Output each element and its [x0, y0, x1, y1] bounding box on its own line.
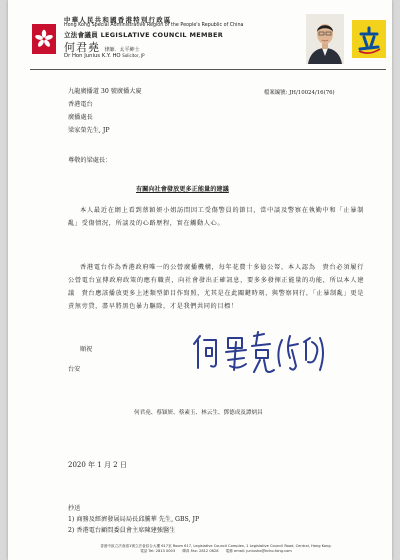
- letterhead-role: 立法會議員 LEGISLATIVE COUNCIL MEMBER: [64, 31, 224, 39]
- body-paragraph: 本人最近在網上看到蔡穎妍小姐訪問因工受傷警員的節目，當中談及警察在執勤中和「止暴制亂」受傷情況，所談及的心路歷程，實在觸動人心。: [68, 207, 364, 227]
- letter-date: 2020 年 1 月 2 日: [68, 461, 127, 469]
- cc-item: 1) 商務及經濟發展局局長邱騰華 先生, GBS, JP: [68, 516, 200, 523]
- cc-item: 2) 香港電台顧問委員會主席陳建強醫生: [68, 527, 176, 534]
- file-reference: 檔案編號: JH/10024/16(76): [264, 90, 335, 96]
- body-paragraph: 香港電台作為香港政府唯一的公營廣播機構，每年花費十多億公帑，本人認為 貴台必須履行公營電台宣傳政府政策的應有職責，向社會發出正確訊息，要多多發揮正能量的功能，所以本人建議 貴台應該播放更多上述類型節目作寫照，尤其是在此關鍵時刻，與警察同行，「止暴制亂」更是責無旁貸，盡早將黑色暴力驅除，才是我們共同的目標！: [68, 264, 364, 310]
- header-divider: [30, 69, 386, 70]
- closing-line: 台安: [68, 366, 81, 373]
- handwritten-signature: [186, 326, 336, 390]
- party-logo-icon: [352, 20, 386, 58]
- name-en: Dr Hon Junius K.Y. HO: [64, 53, 121, 59]
- letter-footer: [48, 544, 384, 554]
- signatories: 何君堯、蔡穎妍、蔡素玉、林云生、鄧德成及譚炳昌: [134, 410, 263, 416]
- letterhead-name-en: [64, 53, 145, 59]
- footer-contact: 電話 Tel: 2813 0003 傳真 Fax: 2812 0628 電郵 email: juniusho@kcho-fong.com: [140, 549, 292, 553]
- letter-page: [8, 0, 392, 560]
- name-cn-title: 律師．太平紳士: [104, 47, 140, 53]
- address-line: 廣播處長: [68, 114, 93, 121]
- letterhead-country: 中華人民共和國香港特別行政區: [64, 17, 172, 24]
- name-en-title: Solicitor, JP: [122, 53, 145, 58]
- address-line: 九龍廣播道 30 號廣播大廈: [68, 88, 142, 95]
- member-portrait: [306, 14, 344, 64]
- letterhead-country-en: Hong Kong Special Administrative Region of the People's Republic of China: [64, 23, 244, 28]
- address-line: 梁家榮先生, JP: [68, 127, 110, 134]
- address-line: 香港電台: [68, 101, 93, 108]
- hksar-emblem-icon: [32, 24, 56, 54]
- footer-address: 香港中區立法會道1號立法會綜合大樓 617室 Room 617, Legislative Council Complex, 1 Legislative Council Road, Central, Hong Kong.: [100, 544, 332, 548]
- closing-line: 順祝: [80, 346, 93, 353]
- name-cn: 何君堯: [64, 41, 100, 54]
- cc-label: 抄送: [68, 505, 81, 512]
- salutation: 尊敬的梁處長：: [68, 157, 112, 164]
- letter-subject: 有關向社會發放更多正能量的建議: [136, 186, 229, 193]
